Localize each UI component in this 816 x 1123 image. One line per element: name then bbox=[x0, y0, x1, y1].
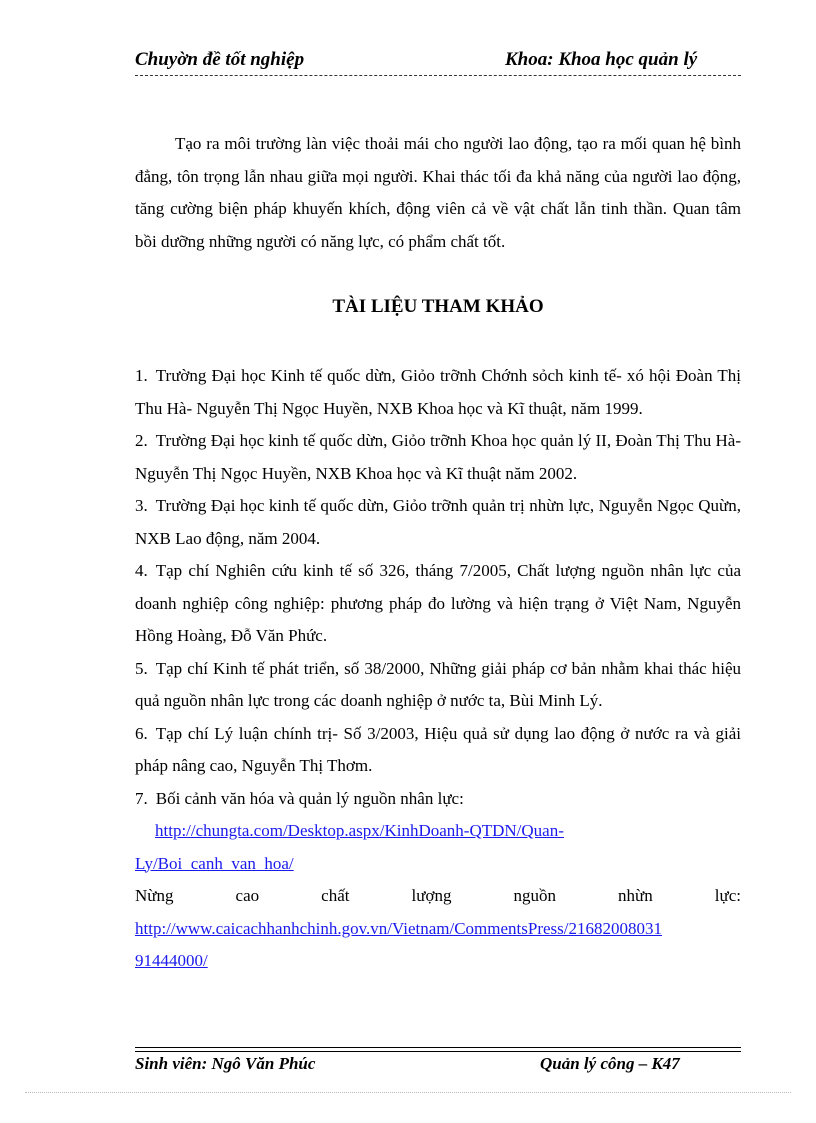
reference-text: Tạp chí Lý luận chính trị- Số 3/2003, Hiệu quả sử dụng lao động ở nước ra và giải pháp nâng cao, Nguyễn Thị Thơm. bbox=[135, 723, 741, 775]
reference-number: 7. bbox=[135, 788, 148, 808]
reference-number: 1. bbox=[135, 366, 148, 385]
references-title: TÀI LIỆU THAM KHẢO bbox=[332, 296, 544, 317]
reference-item bbox=[135, 783, 741, 816]
reference-link-line bbox=[135, 913, 741, 946]
reference-text: Tạp chí Kinh tế phát triển, số 38/2000, Những giải pháp cơ bản nhằm khai thác hiệu quả nguồn nhân lực trong các doanh nghiệp ở nước ta, Bùi Minh Lý. bbox=[135, 658, 741, 710]
reference-item bbox=[135, 718, 741, 783]
reference-number: 5. bbox=[135, 658, 148, 678]
reference-number: 6. bbox=[135, 723, 148, 743]
reference-link-hr-quality[interactable]: http://www.caicachhanhchinh.gov.vn/Vietnam/CommentsPress/21682008031 bbox=[135, 918, 662, 938]
references-list bbox=[135, 360, 741, 978]
reference-link-hr-quality-cont[interactable]: 91444000/ bbox=[135, 951, 208, 970]
reference-number: 2. bbox=[135, 431, 148, 450]
reference-number: 3. bbox=[135, 496, 148, 515]
reference-8-word: chất bbox=[321, 886, 350, 905]
reference-link-culture-cont[interactable]: Ly/Boi_canh_van_hoa/ bbox=[135, 853, 294, 873]
reference-item bbox=[135, 490, 741, 555]
footer-student-name: Sinh viên: Ngô Văn Phúc bbox=[135, 1054, 316, 1073]
reference-link-line bbox=[135, 848, 741, 881]
reference-link-culture[interactable]: http://chungta.com/Desktop.aspx/KinhDoanh-QTDN/Quan- bbox=[155, 821, 564, 840]
page-edge-dots bbox=[25, 1092, 791, 1093]
reference-8-line bbox=[135, 880, 741, 913]
reference-8-word: nhừn bbox=[618, 886, 653, 905]
footer-divider-thin bbox=[135, 1051, 741, 1052]
reference-8-word: cao bbox=[235, 886, 260, 905]
intro-paragraph: Tạo ra môi trường làn việc thoải mái cho người lao động, tạo ra mối quan hệ bình đẳng, tôn trọng lẫn nhau giữa mọi người. Khai thác tối đa khả năng của người lao động, tăng cường biện pháp khuyến khích, động viên cả về vật chất lẫn tinh thần. Quan tâm bồi dưỡng những người có năng lực, có phẩm chất tốt. bbox=[135, 134, 741, 251]
reference-text: Bối cảnh văn hóa và quản lý nguồn nhân lực: bbox=[155, 788, 464, 808]
reference-8-word: lượng bbox=[411, 886, 452, 905]
reference-text: Trường Đại học kinh tế quốc dừn, Giỏo trỡnh Khoa học quản lý II, Đoàn Thị Thu Hà- Nguyễn Thị Ngọc Huyền, NXB Khoa học và Kĩ thuật năm 2002. bbox=[135, 431, 741, 483]
reference-text: Tạp chí Nghiên cứu kinh tế số 326, tháng 7/2005, Chất lượng nguồn nhân lực của doanh nghiệp công nghiệp: phương pháp đo lường và hiện trạng ở Việt Nam, Nguyễn Hồng Hoàng, Đỗ Văn Phức. bbox=[135, 561, 741, 645]
reference-item bbox=[135, 653, 741, 718]
reference-number: 4. bbox=[135, 561, 148, 580]
reference-8-word: lực: bbox=[714, 886, 741, 905]
reference-link-line bbox=[135, 945, 741, 978]
header-right-text: Khoa: Khoa học quản lý bbox=[505, 49, 698, 70]
reference-text: Trường Đại học kinh tế quốc dừn, Giỏo trỡnh quản trị nhừn lực, Nguyễn Ngọc Quừn, NXB Lao động, năm 2004. bbox=[135, 496, 741, 548]
reference-8-word: nguồn bbox=[513, 886, 556, 905]
reference-8-word: Nừng bbox=[135, 886, 174, 905]
header-left-text: Chuyờn đề tốt nghiệp bbox=[135, 49, 305, 70]
page-header bbox=[135, 47, 741, 76]
footer-divider bbox=[135, 1047, 741, 1048]
reference-text: Trường Đại học Kinh tế quốc dừn, Giỏo trỡnh Chớnh sỏch kinh tế- xó hội Đoàn Thị Thu Hà- Nguyễn Thị Ngọc Huyền, NXB Khoa học và Kĩ thuật, năm 1999. bbox=[135, 366, 741, 418]
page-footer bbox=[135, 1054, 741, 1078]
reference-link-line bbox=[135, 815, 741, 848]
reference-item bbox=[135, 555, 741, 653]
reference-item bbox=[135, 425, 741, 490]
reference-item bbox=[135, 360, 741, 425]
footer-class: Quản lý công – K47 bbox=[540, 1054, 680, 1073]
